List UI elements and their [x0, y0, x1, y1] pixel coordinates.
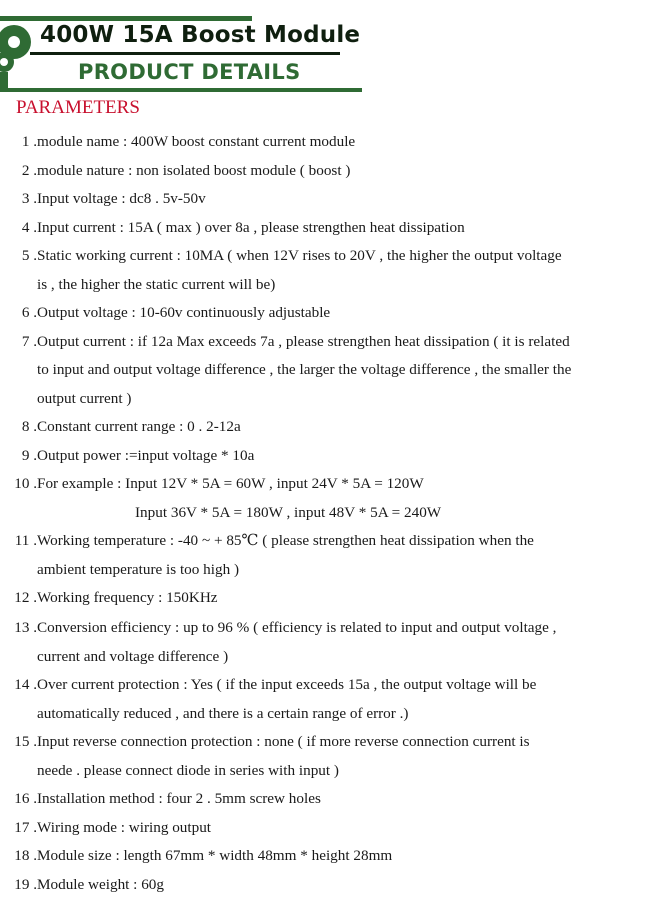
item-text: Over current protection : Yes ( if the input exceeds 15a , the output voltage will be	[37, 676, 537, 693]
page-title: 400W 15A Boost Module	[40, 22, 361, 48]
item-number: 7 .	[21, 332, 37, 350]
item-number: 6 .	[21, 304, 37, 321]
item-number: 8 .	[21, 418, 37, 435]
gear-circle-icon	[0, 25, 31, 88]
item-text-continued: neede . please connect diode in series with input )	[37, 761, 339, 779]
item-text: Constant current range : 0 . 2-12a	[37, 418, 241, 435]
item-text-continued: automatically reduced , and there is a certain range of error .)	[37, 704, 409, 722]
item-text: Module weight : 60g	[37, 875, 164, 893]
item-text: Output current : if 12a Max exceeds 7a , please strengthen heat dissipation ( it is related	[37, 332, 570, 350]
item-text-continued: to input and output voltage difference , the larger the voltage difference , the smaller the	[37, 361, 572, 378]
item-number: 12 .	[14, 589, 37, 606]
item-text-continued: ambient temperature is too high )	[37, 560, 240, 578]
item-text: Input voltage : dc8 . 5v-50v	[37, 190, 206, 207]
bottom-rule	[0, 88, 362, 92]
item-text-continued: Input 36V * 5A = 180W , input 48V * 5A = 240W	[135, 503, 442, 521]
item-number: 10 .	[14, 475, 37, 492]
item-text: Static working current : 10MA ( when 12V rises to 20V , the higher the output voltage	[37, 247, 562, 264]
item-text: Output voltage : 10-60v continuously adjustable	[37, 304, 331, 321]
item-number: 4 .	[21, 218, 37, 236]
item-text-continued: output current )	[37, 389, 132, 407]
item-number: 13 .	[14, 619, 37, 636]
title-underline	[30, 52, 340, 55]
item-number: 18 .	[14, 847, 37, 864]
header-banner	[0, 0, 650, 96]
item-text: Input reverse connection protection : none ( if more reverse connection current is	[37, 733, 530, 750]
item-text: Working frequency : 150KHz	[37, 589, 218, 606]
item-text: Conversion efficiency : up to 96 % ( efficiency is related to input and output voltage ,	[37, 619, 557, 636]
item-number: 15 .	[14, 733, 37, 750]
item-number: 11 .	[14, 532, 37, 549]
item-number: 17 .	[14, 818, 37, 836]
item-number: 2 .	[21, 161, 37, 179]
item-text: Working temperature : -40 ~ + 85℃ ( please strengthen heat dissipation when the	[37, 532, 534, 549]
item-number: 9 .	[21, 446, 37, 464]
item-number: 16 .	[14, 790, 37, 807]
item-text: Module size : length 67mm * width 48mm * height 28mm	[37, 847, 393, 864]
item-text: Output power :=input voltage * 10a	[37, 446, 255, 464]
item-number: 19 .	[14, 875, 37, 893]
top-rule	[0, 16, 252, 21]
item-number: 5 .	[21, 247, 37, 264]
item-text: Input current : 15A ( max ) over 8a , please strengthen heat dissipation	[37, 218, 465, 236]
item-text: Installation method : four 2 . 5mm screw holes	[37, 790, 321, 807]
item-text: Wiring mode : wiring output	[37, 818, 212, 836]
item-text: module nature : non isolated boost module ( boost )	[37, 161, 351, 179]
section-title: PARAMETERS	[16, 97, 140, 118]
item-text: For example : Input 12V * 5A = 60W , input 24V * 5A = 120W	[37, 475, 424, 492]
item-text: module name : 400W boost constant current module	[37, 133, 356, 150]
item-text-continued: is , the higher the static current will be)	[37, 275, 276, 293]
item-text-continued: current and voltage difference )	[37, 647, 229, 665]
item-number: 1 .	[21, 133, 37, 150]
item-number: 3 .	[21, 190, 37, 207]
item-number: 14 .	[14, 676, 37, 693]
page-subtitle: PRODUCT DETAILS	[78, 60, 301, 84]
